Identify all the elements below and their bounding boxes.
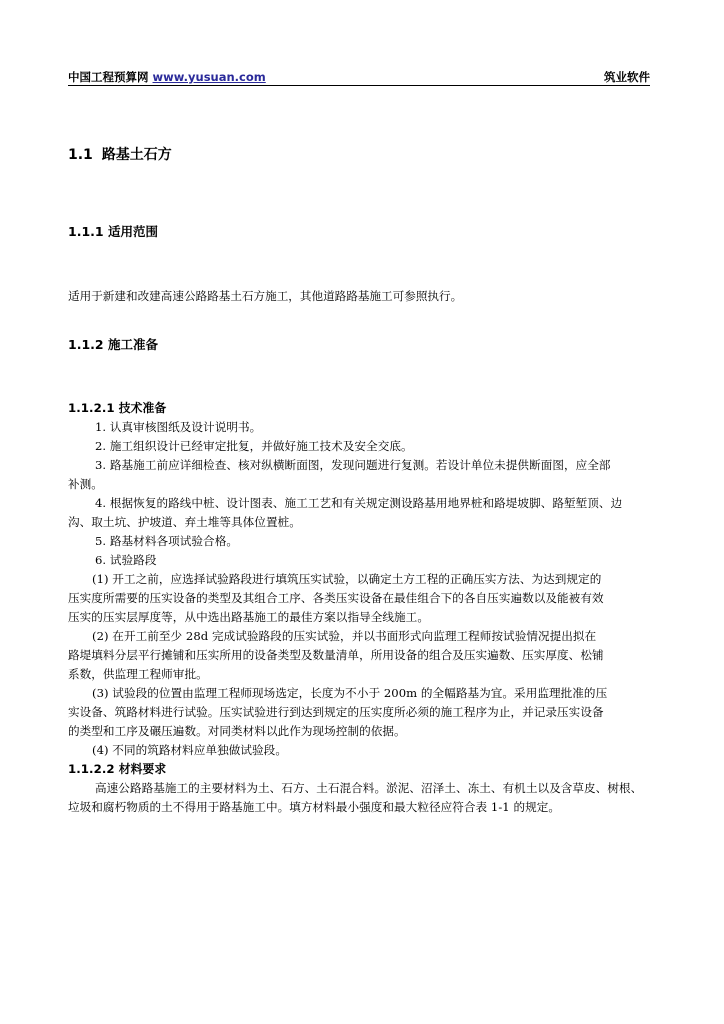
tech-item-line: 的类型和工序及碾压遍数。对同类材料以此作为现场控制的依据。 <box>68 724 406 738</box>
tech-item-line: 压实的压实层厚度等，从中选出路基施工的最佳方案以指导全线施工。 <box>68 610 429 624</box>
material-line: 高速公路路基施工的主要材料为土、石方、土石混合料。淤泥、沼泽土、冻土、有机土以及含草皮、树根、 <box>95 781 643 795</box>
tech-item-line: 6. 试验路段 <box>95 553 157 567</box>
tech-item-line: (2) 在开工前至少 28d 完成试验路段的压实试验，并以书面形式向监理工程师按试验情况提出拟在 <box>92 629 597 643</box>
tech-item-line: 压实度所需要的压实设备的类型及其组合工序、各类压实设备在最佳组合下的各自压实遍数以及能被有效 <box>68 591 604 605</box>
header-left <box>68 70 266 84</box>
preparation-body <box>68 399 658 817</box>
header-company-name: 筑业软件 <box>604 70 650 84</box>
tech-item-line: 沟、取土坑、护坡道、弃土堆等具体位置桩。 <box>68 515 301 529</box>
tech-prep-heading: 1.1.2.1 技术准备 <box>68 401 167 415</box>
subsection-heading-scope: 1.1.1 适用范围 <box>68 224 158 239</box>
tech-item-line: (1) 开工之前，应选择试验路段进行填筑压实试验，以确定土方工程的正确压实方法、为达到规定的 <box>92 572 602 586</box>
tech-item-line: (4) 不同的筑路材料应单独做试验段。 <box>92 743 287 757</box>
tech-item-line: 补测。 <box>68 477 103 491</box>
section-heading <box>68 144 172 164</box>
tech-item-line: 系数，供监理工程师审批。 <box>68 667 208 681</box>
tech-item-line: 3. 路基施工前应详细检查、核对纵横断面图，发现问题进行复测。若设计单位未提供断面图，应全部 <box>95 458 611 472</box>
subsection-heading-preparation: 1.1.2 施工准备 <box>68 337 158 352</box>
header-url-link[interactable]: www.yusuan.com <box>152 70 266 84</box>
tech-item-line: 实设备、筑路材料进行试验。压实试验进行到达到规定的压实度所必须的施工程序为止，并记录压实设备 <box>68 705 604 719</box>
tech-item-line: 5. 路基材料各项试验合格。 <box>95 534 238 548</box>
material-heading: 1.1.2.2 材料要求 <box>68 762 167 776</box>
tech-item-line: 4. 根据恢复的路线中桩、设计图表、施工工艺和有关规定测设路基用地界桩和路堤坡脚、路堑堑顶、边 <box>95 496 623 510</box>
tech-item-line: (3) 试验段的位置由监理工程师现场选定，长度为不小于 200m 的全幅路基为宜。采用监理批准的压 <box>92 686 608 700</box>
page-header <box>68 70 650 86</box>
tech-item-line: 2. 施工组织设计已经审定批复，并做好施工技术及安全交底。 <box>95 439 413 453</box>
section-title: 路基土石方 <box>101 147 172 163</box>
material-line: 垃圾和腐朽物质的土不得用于路基施工中。填方材料最小强度和最大粒径应符合表 1-1 的规定。 <box>68 800 561 814</box>
scope-paragraph: 适用于新建和改建高速公路路基土石方施工，其他道路路基施工可参照执行。 <box>68 289 463 303</box>
header-site-name: 中国工程预算网 <box>68 70 149 84</box>
section-number: 1.1 <box>68 147 93 163</box>
tech-item-line: 路堤填料分层平行摊铺和压实所用的设备类型及数量清单，所用设备的组合及压实遍数、压实厚度、松铺 <box>68 648 604 662</box>
tech-item-line: 1. 认真审核图纸及设计说明书。 <box>95 420 262 434</box>
